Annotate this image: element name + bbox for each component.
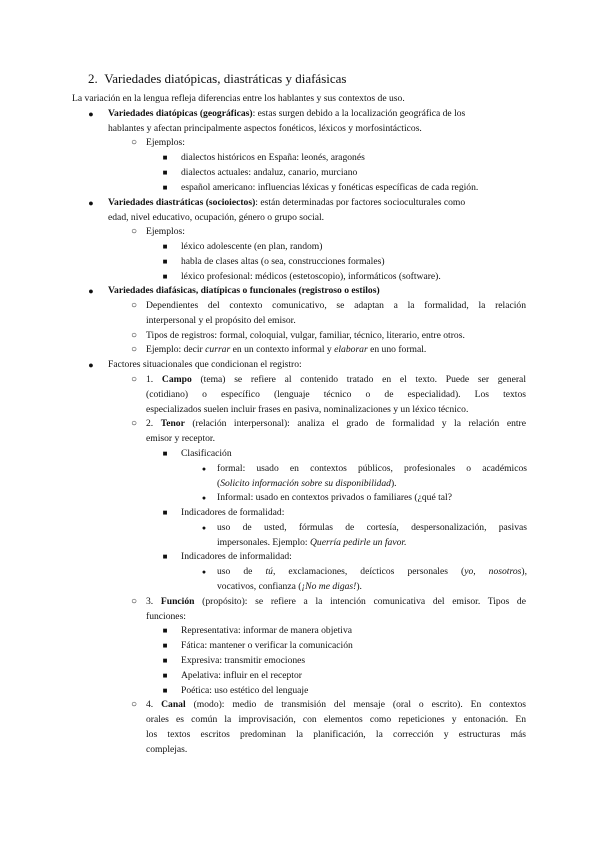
diafasicas-ejemplo <box>146 343 426 357</box>
text-run: , exclamaciones, deícticos personales ( <box>272 566 465 577</box>
tenor-ind-informal-2 <box>217 580 362 594</box>
canal-number: 4. <box>146 699 154 710</box>
tenor-number: 2. <box>146 418 154 429</box>
bullet-l1: ● <box>88 198 94 208</box>
campo-number: 1. <box>146 374 154 385</box>
bullet-l3: ■ <box>162 671 168 680</box>
text-run: Ejemplo: decir <box>146 344 206 355</box>
bullet-l3: ■ <box>162 257 168 266</box>
bullet-l2: ○ <box>130 300 138 311</box>
diatopicas-line-2: hablantes y afectan principalmente aspectos fonéticos, léxicos y morfosintácticos. <box>108 123 422 134</box>
funcion-number: 3. <box>146 596 154 607</box>
tenor-ind-formal-1: uso de usted, fórmulas de cortesía, despersonalización, pasivas <box>217 522 527 533</box>
tenor-line-2: emisor y receptor. <box>146 433 215 444</box>
canal-label: Canal <box>161 699 186 710</box>
diatopicas-ejemplo: dialectos actuales: andaluz, canario, murciano <box>181 167 358 178</box>
bullet-l4: ● <box>201 465 207 473</box>
bullet-l3: ■ <box>162 183 168 192</box>
bullet-l2: ○ <box>130 596 138 607</box>
section-title <box>88 72 346 86</box>
diastraticas-ejemplos-label: Ejemplos: <box>146 226 185 237</box>
campo-label: Campo <box>161 374 192 385</box>
tenor-ind-informal-1 <box>217 565 527 579</box>
text-run: ( <box>217 478 221 489</box>
bullet-l3: ■ <box>162 153 168 162</box>
title-number: 2. <box>88 71 98 86</box>
tenor-clasificacion: Clasificación <box>181 448 232 459</box>
text-run: en un contexto informal y <box>230 344 335 355</box>
diatopicas-text-1: : estas surgen debido a la localización geográfica de los <box>252 108 466 119</box>
funcion-tipo: Representativa: informar de manera objetiva <box>181 625 353 636</box>
tenor-text-1: (relación interpersonal): analiza el grado de formalidad y la relación entre <box>184 418 526 429</box>
diatopicas-ejemplo: dialectos históricos en España: leonés, aragonés <box>181 152 365 163</box>
italic-run: elaborar <box>334 344 368 355</box>
italic-run: tú <box>265 566 273 577</box>
bullet-l3: ■ <box>162 272 168 281</box>
tenor-line-1 <box>146 417 526 431</box>
diastraticas-text-1: : están determinadas por factores socioculturales como <box>255 197 466 208</box>
campo-line-2: (cotidiano) o específico (lenguaje técnico o de especialidad). Los textos <box>146 389 526 400</box>
text-run: impersonales. Ejemplo: <box>217 537 310 548</box>
bullet-l2: ○ <box>130 374 138 385</box>
bullet-l3: ■ <box>162 552 168 561</box>
diastraticas-line-1 <box>108 196 465 210</box>
bullet-l1: ● <box>88 109 94 119</box>
tenor-ind-formal-2 <box>217 536 406 550</box>
funcion-tipo: Poética: uso estético del lenguaje <box>181 685 309 696</box>
diastraticas-ejemplo: habla de clases altas (o sea, construcciones formales) <box>181 256 385 267</box>
canal-line-2: orales es común la improvisación, con elementos como repeticiones y entonación. En <box>146 714 526 725</box>
funcion-tipo: Fática: mantener o verificar la comunicación <box>181 640 353 651</box>
campo-line-1 <box>146 373 526 387</box>
diafasicas-heading: Variedades diafásicas, diatípicas o funcionales (registroso o estilos) <box>108 285 380 296</box>
factores-heading: Factores situacionales que condicionan el registro: <box>108 359 302 370</box>
funcion-text-1: (propósito): se refiere a la intención comunicativa del emisor. Tipos de <box>194 596 526 607</box>
funcion-line-2: funciones: <box>146 611 186 622</box>
diatopicas-heading: Variedades diatópicas (geográficas) <box>108 108 253 119</box>
bullet-l3: ■ <box>162 686 168 695</box>
italic-run: ¡No me digas! <box>301 581 357 592</box>
italic-run: Querría pedirle un favor. <box>310 537 407 548</box>
campo-text-1: (tema) se refiere al contenido tratado en el texto. Puede ser general <box>191 374 526 385</box>
funcion-line-1 <box>146 595 526 609</box>
bullet-l2: ○ <box>130 137 138 148</box>
italic-run: currar <box>205 344 231 355</box>
italic-run: Solicito información sobre su disponibilidad <box>220 478 391 489</box>
diastraticas-ejemplo: léxico profesional: médicos (estetoscopio), informáticos (software). <box>181 271 441 282</box>
funcion-tipo: Apelativa: influir en el receptor <box>181 670 302 681</box>
diastraticas-heading: Variedades diastráticas (socioiectos) <box>108 197 256 208</box>
bullet-l2: ○ <box>130 226 138 237</box>
diatopicas-line-1 <box>108 107 465 121</box>
italic-run: yo, nosotros <box>464 566 522 577</box>
bullet-l4: ● <box>201 494 207 502</box>
tenor-ind-formalidad: Indicadores de formalidad: <box>181 507 285 518</box>
bullet-l3: ■ <box>162 656 168 665</box>
canal-text-1: (modo): medio de transmisión del mensaje (oral o escrito). En contextos <box>185 699 526 710</box>
bullet-l3: ■ <box>162 242 168 251</box>
bullet-l4: ● <box>201 568 207 576</box>
tenor-informal: Informal: usado en contextos privados o familiares (¿qué tal? <box>217 492 452 503</box>
tenor-formal-2 <box>217 477 397 491</box>
diatopicas-ejemplo: español americano: influencias léxicas y fonéticas específicas de cada región. <box>181 182 479 193</box>
bullet-l2: ○ <box>130 330 138 341</box>
canal-line-3: los textos escritos predominan la planificación, la corrección y estructuras más <box>146 729 526 740</box>
tenor-formal-1: formal: usado en contextos públicos, profesionales o académicos <box>217 463 527 474</box>
bullet-l3: ■ <box>162 508 168 517</box>
canal-line-1 <box>146 698 526 712</box>
text-run: uso de <box>217 566 266 577</box>
campo-line-3: especializados suelen incluir frases en pasiva, nominalizaciones y un léxico técnico. <box>146 404 469 415</box>
diafasicas-dependientes-2: interpersonal y el propósito del emisor. <box>146 315 296 326</box>
diatopicas-ejemplos-label: Ejemplos: <box>146 137 185 148</box>
bullet-l3: ■ <box>162 449 168 458</box>
funcion-label: Función <box>160 596 195 607</box>
bullet-l3: ■ <box>162 641 168 650</box>
bullet-l1: ● <box>88 286 94 296</box>
tenor-ind-informalidad: Indicadores de informalidad: <box>181 551 292 562</box>
bullet-l4: ● <box>201 524 207 532</box>
diafasicas-tipos: Tipos de registros: formal, coloquial, vulgar, familiar, técnico, literario, entre otros. <box>146 330 465 341</box>
canal-line-4: complejas. <box>146 744 188 755</box>
diastraticas-line-2: edad, nivel educativo, ocupación, género o grupo social. <box>108 212 325 223</box>
text-run: vocativos, confianza ( <box>217 581 302 592</box>
diafasicas-heading-line <box>108 284 380 298</box>
text-run: ). <box>390 478 397 489</box>
diastraticas-ejemplo: léxico adolescente (en plan, random) <box>181 241 323 252</box>
text-run: en uno formal. <box>367 344 427 355</box>
bullet-l2: ○ <box>130 344 138 355</box>
bullet-l2: ○ <box>130 418 138 429</box>
text-run: ). <box>356 581 362 592</box>
funcion-tipo: Expresiva: transmitir emociones <box>181 655 306 666</box>
bullet-l3: ■ <box>162 626 168 635</box>
intro-paragraph: La variación en la lengua refleja diferencias entre los hablantes y sus contextos de uso. <box>72 93 405 104</box>
tenor-label: Tenor <box>160 418 185 429</box>
bullet-l2: ○ <box>130 699 138 710</box>
text-run: ), <box>521 566 527 577</box>
bullet-l3: ■ <box>162 168 168 177</box>
title-text: Variedades diatópicas, diastráticas y diafásicas <box>104 71 347 86</box>
bullet-l1: ● <box>88 360 94 370</box>
diafasicas-dependientes-1: Dependientes del contexto comunicativo, se adaptan a la formalidad, la relación <box>146 300 526 311</box>
